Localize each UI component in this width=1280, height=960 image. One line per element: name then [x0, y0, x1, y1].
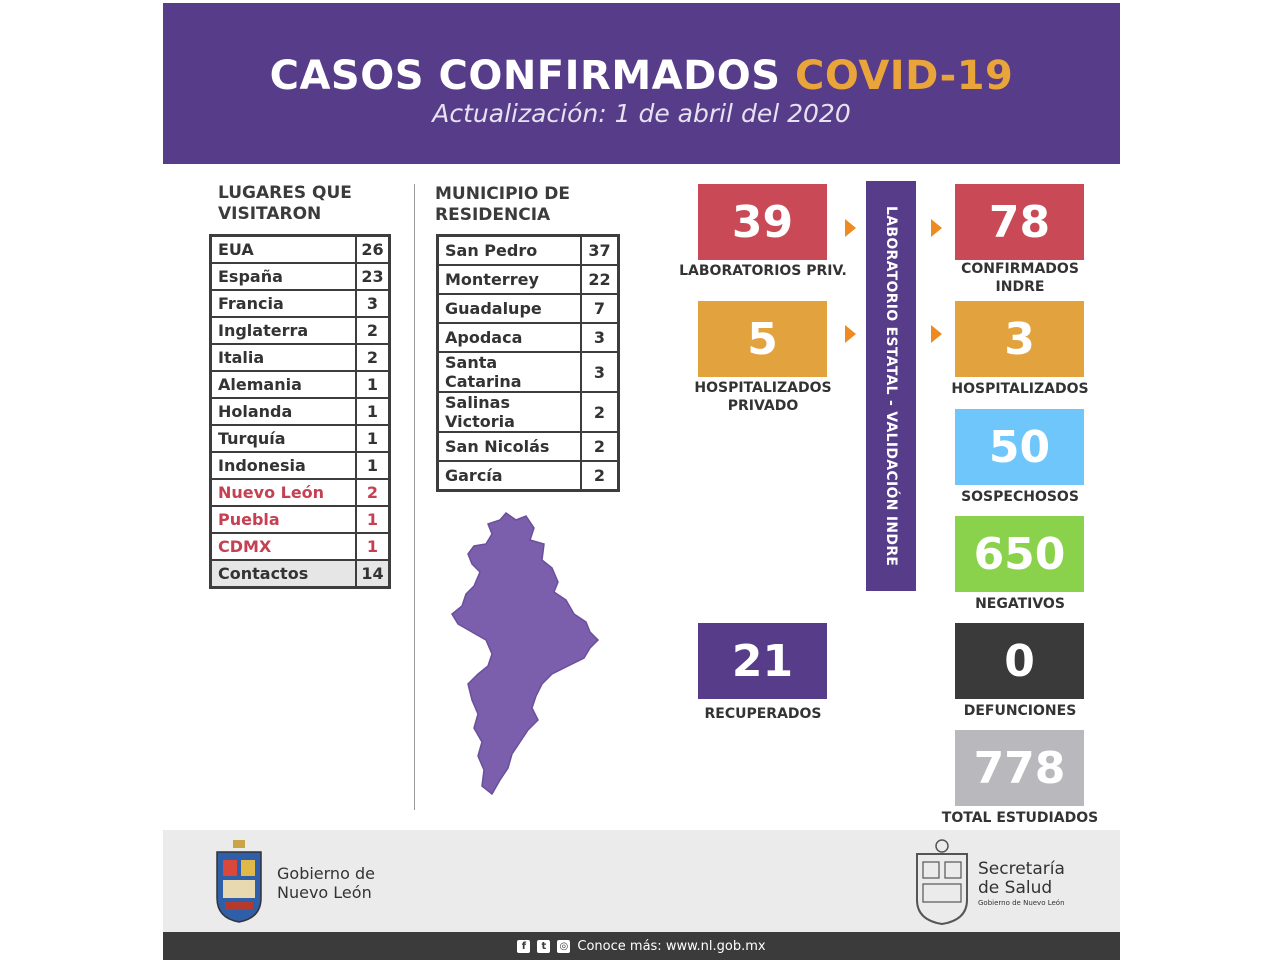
municipios-heading-line1: MUNICIPIO DE: [435, 184, 570, 204]
row-name: Inglaterra: [211, 317, 357, 344]
table-row: [438, 294, 619, 323]
nuevo-leon-map: [448, 508, 618, 798]
row-name: Apodaca: [438, 323, 582, 352]
row-name: San Nicolás: [438, 432, 582, 461]
places-heading: [218, 183, 352, 225]
column-divider: [414, 184, 415, 810]
table-row: [211, 479, 390, 506]
twitter-icon[interactable]: t: [537, 940, 550, 953]
row-name: Puebla: [211, 506, 357, 533]
table-row: [211, 236, 390, 264]
title-accent: COVID-19: [795, 53, 1014, 99]
row-name: Holanda: [211, 398, 357, 425]
facebook-icon[interactable]: f: [517, 940, 530, 953]
footer: [163, 830, 1120, 932]
row-name: Indonesia: [211, 452, 357, 479]
row-count: 1: [356, 452, 390, 479]
row-name: Italia: [211, 344, 357, 371]
table-row: [438, 323, 619, 352]
row-count: 1: [356, 533, 390, 560]
row-name: Francia: [211, 290, 357, 317]
row-name: EUA: [211, 236, 357, 264]
arrow-right-icon: [931, 325, 942, 343]
places-table: [209, 234, 391, 589]
salud-line3: Gobierno de Nuevo León: [978, 899, 1065, 907]
confirmados-label: [920, 260, 1120, 296]
state-shape: [452, 513, 598, 794]
sospechosos-value: 50: [955, 409, 1084, 485]
table-row: [211, 560, 390, 588]
municipios-heading: [435, 184, 570, 226]
row-name: CDMX: [211, 533, 357, 560]
header-banner: [163, 3, 1120, 164]
row-name: Turquía: [211, 425, 357, 452]
row-name: Santa Catarina: [438, 352, 582, 392]
negativos-label: NEGATIVOS: [975, 596, 1065, 612]
hosp-priv-value: 5: [698, 301, 827, 377]
gobierno-line2: Nuevo León: [277, 883, 372, 902]
row-name: Contactos: [211, 560, 357, 588]
table-row: [438, 265, 619, 294]
update-date: Actualización: 1 de abril del 2020: [432, 99, 851, 128]
lab-priv-label: LABORATORIOS PRIV.: [679, 263, 847, 279]
table-row: [211, 506, 390, 533]
defunciones-value: 0: [955, 623, 1084, 699]
table-row: [438, 236, 619, 266]
arrow-right-icon: [931, 219, 942, 237]
hospitalizados-value: 3: [955, 301, 1084, 377]
sospechosos-label: SOSPECHOSOS: [961, 489, 1079, 505]
row-name: Monterrey: [438, 265, 582, 294]
salud-logo-text: [978, 860, 1065, 908]
validation-bar-text: LABORATORIO ESTATAL - VALIDACIÓN INDRE: [883, 205, 899, 567]
row-name: Guadalupe: [438, 294, 582, 323]
row-count: 1: [356, 371, 390, 398]
row-count: 1: [356, 425, 390, 452]
table-row: [211, 398, 390, 425]
salud-line1: Secretaría: [978, 859, 1065, 879]
row-name: San Pedro: [438, 236, 582, 266]
defunciones-label: DEFUNCIONES: [963, 703, 1077, 719]
row-count: 3: [356, 290, 390, 317]
municipios-table: [436, 234, 620, 492]
table-row: [438, 461, 619, 491]
row-count: 26: [356, 236, 390, 264]
hosp-priv-label-line1: HOSPITALIZADOS: [694, 380, 832, 396]
row-count: 2: [356, 479, 390, 506]
table-row: [211, 290, 390, 317]
lab-priv-value: 39: [698, 184, 827, 260]
confirmados-value: 78: [955, 184, 1084, 260]
row-count: 1: [356, 506, 390, 533]
table-row: [211, 452, 390, 479]
row-count: 2: [581, 461, 619, 491]
table-row: [211, 344, 390, 371]
row-count: 2: [356, 344, 390, 371]
table-row: [211, 533, 390, 560]
total-label: TOTAL ESTUDIADOS: [941, 810, 1099, 826]
recuperados-label: RECUPERADOS: [704, 706, 822, 722]
row-count: 37: [581, 236, 619, 266]
row-count: 23: [356, 263, 390, 290]
arrow-right-icon: [845, 325, 856, 343]
gobierno-logo-text: [277, 864, 375, 902]
row-count: 2: [581, 392, 619, 432]
table-row: [211, 425, 390, 452]
confirmados-label-line1: CONFIRMADOS: [961, 261, 1079, 277]
salud-seal-icon: [911, 838, 973, 926]
hosp-priv-label-line2: PRIVADO: [727, 398, 799, 414]
page-title: [163, 53, 1120, 99]
row-count: 1: [356, 398, 390, 425]
municipios-heading-line2: RESIDENCIA: [435, 205, 551, 225]
table-row: [211, 263, 390, 290]
confirmados-label-line2: INDRE: [995, 279, 1045, 295]
row-count: 3: [581, 323, 619, 352]
table-row: [211, 371, 390, 398]
negativos-value: 650: [955, 516, 1084, 592]
row-count: 2: [581, 432, 619, 461]
state-shield-icon: [211, 838, 267, 924]
row-name: Salinas Victoria: [438, 392, 582, 432]
hospitalizados-label: HOSPITALIZADOS: [951, 381, 1089, 397]
contact-bar: [163, 932, 1120, 960]
row-count: 3: [581, 352, 619, 392]
table-row: [438, 352, 619, 392]
poster: [163, 3, 1120, 960]
row-count: 7: [581, 294, 619, 323]
arrow-right-icon: [845, 219, 856, 237]
title-main: CASOS CONFIRMADOS: [269, 53, 781, 99]
total-value: 778: [955, 730, 1084, 806]
validation-bar: [866, 181, 916, 591]
row-count: 22: [581, 265, 619, 294]
row-name: Nuevo León: [211, 479, 357, 506]
salud-line2: de Salud: [978, 878, 1053, 898]
row-name: España: [211, 263, 357, 290]
contact-link[interactable]: Conoce más: www.nl.gob.mx: [577, 938, 766, 954]
hosp-priv-label: [663, 379, 863, 415]
table-row: [438, 392, 619, 432]
places-heading-line1: LUGARES QUE: [218, 183, 352, 203]
gobierno-line1: Gobierno de: [277, 864, 375, 883]
recuperados-value: 21: [698, 623, 827, 699]
table-row: [211, 317, 390, 344]
places-heading-line2: VISITARON: [218, 204, 322, 224]
row-count: 14: [356, 560, 390, 588]
row-name: Alemania: [211, 371, 357, 398]
row-count: 2: [356, 317, 390, 344]
table-row: [438, 432, 619, 461]
instagram-icon[interactable]: ◎: [557, 940, 570, 953]
row-name: García: [438, 461, 582, 491]
